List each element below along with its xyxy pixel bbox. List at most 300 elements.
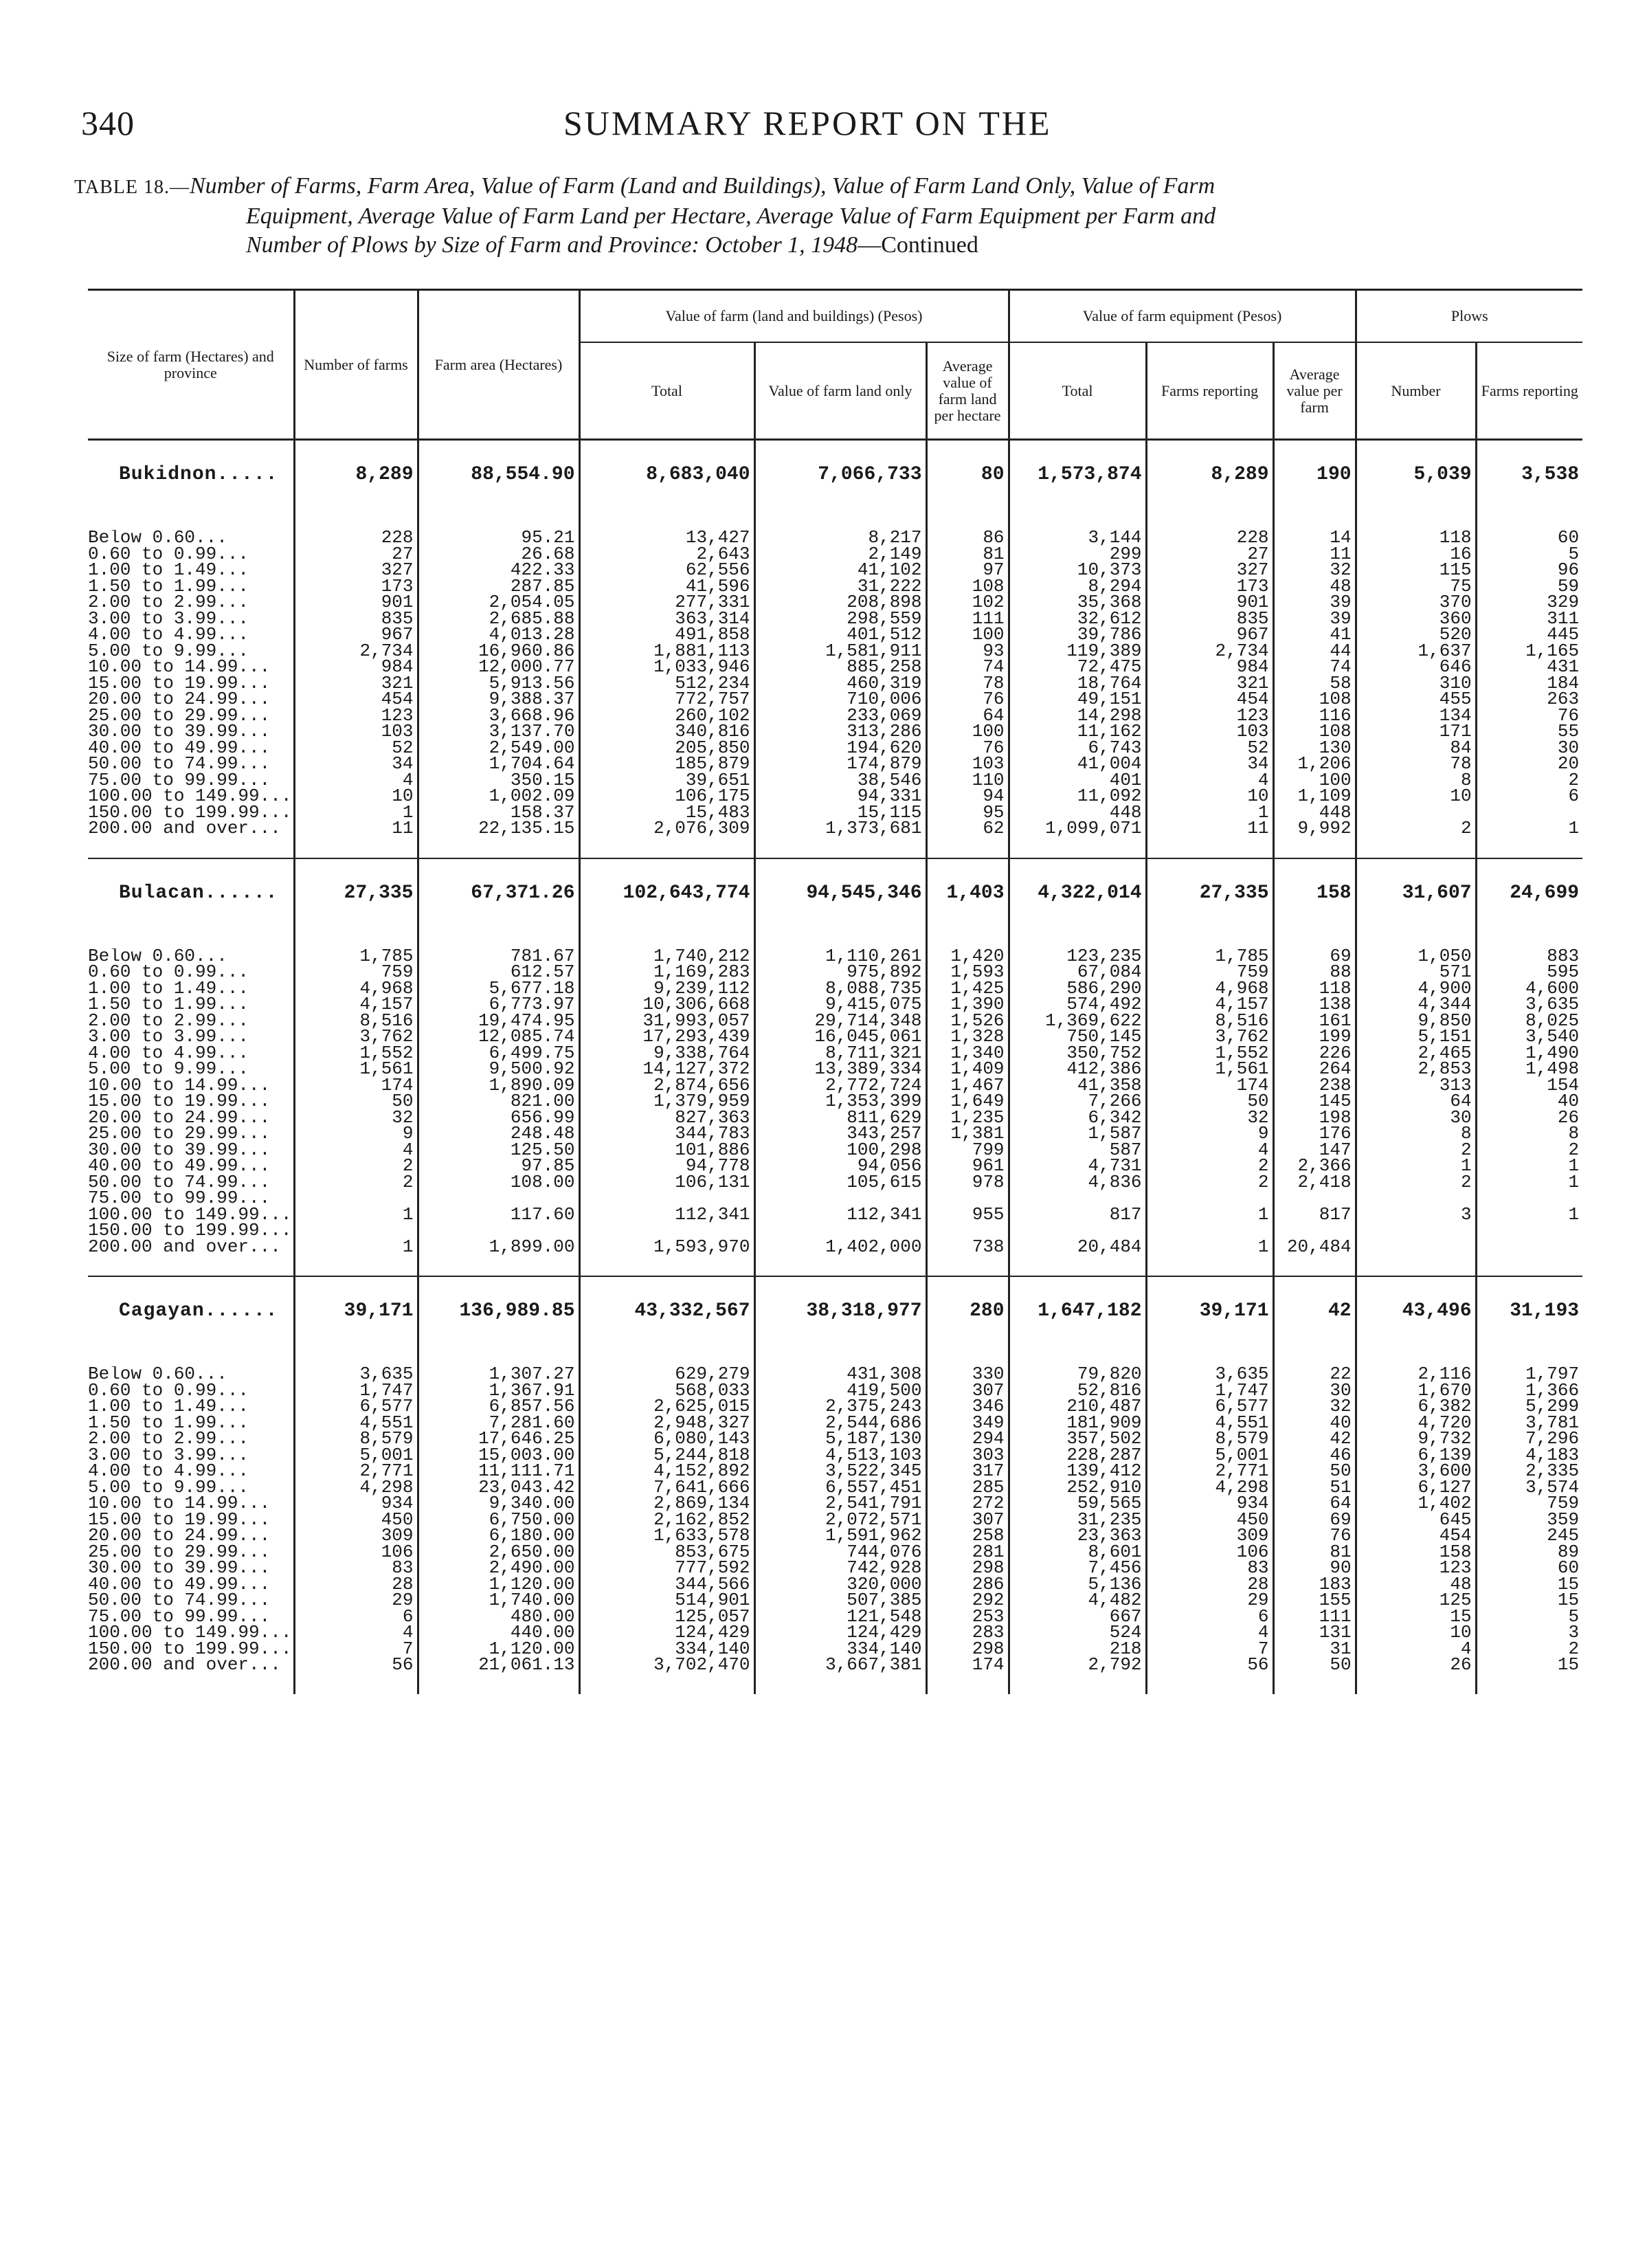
table-cell: 103 <box>926 756 1009 772</box>
table-cell: 1,307.27 <box>418 1366 579 1383</box>
table-row <box>88 1415 1582 1432</box>
table-cell: 11 <box>294 821 418 837</box>
table-cell: 2,734 <box>294 643 418 660</box>
table-cell: 124,429 <box>754 1625 926 1641</box>
table-row <box>88 579 1582 595</box>
table-cell: 1,002.09 <box>418 788 579 805</box>
table-row <box>88 1093 1582 1110</box>
table-cell: 524 <box>1009 1625 1146 1641</box>
table-cell: 4,482 <box>1009 1592 1146 1609</box>
table-cell: 8 <box>1356 1126 1476 1142</box>
table-cell: 94,331 <box>754 788 926 805</box>
table-cell: 5,187,130 <box>754 1431 926 1447</box>
table-row <box>88 1158 1582 1175</box>
row-label: 0.60 to 0.99... <box>88 1382 249 1399</box>
table-cell: 340,816 <box>579 724 754 740</box>
table-cell: 4,183 <box>1476 1447 1582 1464</box>
table-row <box>88 1029 1582 1045</box>
table-cell <box>754 1223 926 1239</box>
table-cell: 571 <box>1356 964 1476 981</box>
row-label: 1.00 to 1.49... <box>88 562 249 579</box>
table-cell: 245 <box>1476 1528 1582 1544</box>
table-cell: 455 <box>1356 691 1476 708</box>
table-cell: 76 <box>926 691 1009 708</box>
table-cell: 62,556 <box>579 562 754 579</box>
row-label: 25.00 to 29.99... <box>88 1544 271 1560</box>
table-cell: 27,335 <box>294 858 418 928</box>
table-cell: 67,084 <box>1009 964 1146 981</box>
table-cell: 1,593,970 <box>579 1239 754 1256</box>
table-row <box>88 740 1582 757</box>
table-cell: 123 <box>1146 708 1273 724</box>
table-cell: 41,004 <box>1009 756 1146 772</box>
caption-line-2: Equipment, Average Value of Farm Land per Hectare, Average Value of Farm Equipment per Farm and <box>246 203 1216 229</box>
table-cell: 93 <box>926 643 1009 660</box>
table-cell: 1 <box>1146 1239 1273 1256</box>
table-cell: 39,786 <box>1009 627 1146 643</box>
table-cell: 450 <box>294 1512 418 1528</box>
table-cell: 1 <box>1476 1158 1582 1175</box>
table-body <box>88 440 1582 1694</box>
table-cell: 123 <box>294 708 418 724</box>
table-cell: 320,000 <box>754 1577 926 1593</box>
table-cell: 645 <box>1356 1512 1476 1528</box>
table-cell: 105,615 <box>754 1175 926 1191</box>
table-cell: 8,516 <box>294 1013 418 1030</box>
table-cell: 49,151 <box>1009 691 1146 708</box>
row-label: 200.00 and over... <box>88 1657 281 1674</box>
table-cell: 3,137.70 <box>418 724 579 740</box>
table-cell: 309 <box>294 1528 418 1544</box>
table-cell: 41,596 <box>579 579 754 595</box>
table-cell: 349 <box>926 1415 1009 1432</box>
table-cell: 11 <box>1273 546 1356 563</box>
row-spacer <box>88 509 1582 530</box>
table-cell: 363,314 <box>579 611 754 627</box>
table-cell: 1,403 <box>926 858 1009 928</box>
table-cell: 81 <box>1273 1544 1356 1561</box>
col-header-equip-total: Total <box>1009 342 1146 440</box>
table-cell: 2,771 <box>294 1463 418 1480</box>
table-cell: 285 <box>926 1480 1009 1496</box>
table-cell <box>1476 1223 1582 1239</box>
table-cell: 52 <box>294 740 418 757</box>
table-cell: 22,135.15 <box>418 821 579 837</box>
table-cell: 6,139 <box>1356 1447 1476 1464</box>
table-cell: 32,612 <box>1009 611 1146 627</box>
table-cell: 2,541,791 <box>754 1496 926 1512</box>
table-cell: 173 <box>294 579 418 595</box>
table-cell: 115 <box>1356 562 1476 579</box>
table-cell: 6,577 <box>294 1399 418 1415</box>
table-row <box>88 627 1582 643</box>
table-cell: 233,069 <box>754 708 926 724</box>
row-label: 10.00 to 14.99... <box>88 1077 271 1093</box>
table-cell: 1,390 <box>926 997 1009 1013</box>
table-cell: 145 <box>1273 1093 1356 1110</box>
table-cell: 83 <box>1146 1560 1273 1577</box>
table-cell: 287.85 <box>418 579 579 595</box>
table-cell: 31,235 <box>1009 1512 1146 1528</box>
table-cell: 1,552 <box>294 1045 418 1062</box>
table-cell: 401,512 <box>754 627 926 643</box>
table-cell: 5,299 <box>1476 1399 1582 1415</box>
table-cell: 2 <box>1356 1142 1476 1159</box>
table-cell: 2,869,134 <box>579 1496 754 1512</box>
table-cell: 4 <box>294 772 418 789</box>
table-cell: 401 <box>1009 772 1146 789</box>
table-cell: 272 <box>926 1496 1009 1512</box>
row-label: 20.00 to 24.99... <box>88 691 271 708</box>
table-cell: 961 <box>926 1158 1009 1175</box>
table-cell: 6,382 <box>1356 1399 1476 1415</box>
table-row <box>88 1142 1582 1159</box>
table-cell: 138 <box>1273 997 1356 1013</box>
table-cell: 6,080,143 <box>579 1431 754 1447</box>
table-cell: 42 <box>1273 1431 1356 1447</box>
table-cell: 934 <box>294 1496 418 1512</box>
table-cell: 5,151 <box>1356 1029 1476 1045</box>
table-row <box>88 1592 1582 1609</box>
row-spacer <box>88 1674 1582 1694</box>
table-cell: 88,554.90 <box>418 440 579 510</box>
table-row <box>88 772 1582 789</box>
table-row <box>88 1480 1582 1496</box>
table-cell: 174,879 <box>754 756 926 772</box>
table-cell: 3,668.96 <box>418 708 579 724</box>
table-cell <box>1476 805 1582 821</box>
table-cell: 1,366 <box>1476 1383 1582 1399</box>
table-cell: 2,335 <box>1476 1463 1582 1480</box>
table-cell: 248.48 <box>418 1126 579 1142</box>
table-cell: 64 <box>1356 1093 1476 1110</box>
table-cell: 298,559 <box>754 611 926 627</box>
province-total-row <box>88 858 1582 928</box>
table-cell: 43,496 <box>1356 1276 1476 1346</box>
running-head: SUMMARY REPORT ON THE <box>563 104 1052 142</box>
table-cell: 40 <box>1273 1415 1356 1432</box>
table-cell: 12,085.74 <box>418 1029 579 1045</box>
table-cell: 40 <box>1476 1093 1582 1110</box>
row-label: 2.00 to 2.99... <box>88 1012 249 1029</box>
table-cell: 108.00 <box>418 1175 579 1191</box>
table-cell: 344,566 <box>579 1577 754 1593</box>
table-cell: 31,993,057 <box>579 1013 754 1030</box>
table-cell: 4,152,892 <box>579 1463 754 1480</box>
table-cell: 6,750.00 <box>418 1512 579 1528</box>
table-row <box>88 659 1582 676</box>
table-row <box>88 1657 1582 1674</box>
caption-line-1: Number of Farms, Farm Area, Value of Farm (Land and Buildings), Value of Farm Land Only, Value of Farm <box>189 173 1215 199</box>
table-cell <box>579 1223 754 1239</box>
table-cell: 69 <box>1273 948 1356 965</box>
table-cell: 480.00 <box>418 1609 579 1625</box>
row-label: 20.00 to 24.99... <box>88 1109 271 1126</box>
table-row <box>88 1528 1582 1544</box>
table-cell: 78 <box>926 676 1009 692</box>
row-label: 75.00 to 99.99... <box>88 1608 271 1625</box>
table-cell <box>579 1190 754 1207</box>
table-cell: 1,467 <box>926 1078 1009 1094</box>
table-row <box>88 530 1582 546</box>
table-cell: 1,591,962 <box>754 1528 926 1544</box>
table-cell: 967 <box>294 627 418 643</box>
table-cell: 205,850 <box>579 740 754 757</box>
table-cell: 307 <box>926 1512 1009 1528</box>
row-label: 50.00 to 74.99... <box>88 1174 271 1190</box>
table-cell: 4,968 <box>1146 981 1273 997</box>
table-cell: 80 <box>926 440 1009 510</box>
table-cell: 6,127 <box>1356 1480 1476 1496</box>
table-cell: 2,076,309 <box>579 821 754 837</box>
table-cell: 1,369,622 <box>1009 1013 1146 1030</box>
table-cell: 52,816 <box>1009 1383 1146 1399</box>
table-cell: 4,157 <box>294 997 418 1013</box>
col-header-avg-land: Average value of farm land per hectare <box>926 342 1009 440</box>
table-cell: 5,039 <box>1356 440 1476 510</box>
table-cell: 350.15 <box>418 772 579 789</box>
table-cell: 9,338,764 <box>579 1045 754 1062</box>
table-cell: 119,389 <box>1009 643 1146 660</box>
table-cell: 412,386 <box>1009 1061 1146 1078</box>
table-cell: 228 <box>1146 530 1273 546</box>
col-header-avg-equip: Average value per farm <box>1273 342 1356 440</box>
row-label: 40.00 to 49.99... <box>88 740 271 756</box>
table-cell: 23,043.42 <box>418 1480 579 1496</box>
table-cell: 454 <box>294 691 418 708</box>
table-row <box>88 1609 1582 1625</box>
table-cell: 2,490.00 <box>418 1560 579 1577</box>
table-cell: 184 <box>1476 676 1582 692</box>
table-cell: 102 <box>926 594 1009 611</box>
table-cell: 7 <box>294 1641 418 1658</box>
table-cell: 9 <box>294 1126 418 1142</box>
table-row <box>88 1496 1582 1512</box>
table-cell: 350,752 <box>1009 1045 1146 1062</box>
table-cell: 100,298 <box>754 1142 926 1159</box>
table-cell: 8,711,321 <box>754 1045 926 1062</box>
table-cell: 827,363 <box>579 1110 754 1126</box>
table-cell: 343,257 <box>754 1126 926 1142</box>
table-cell: 101,886 <box>579 1142 754 1159</box>
table-cell: 811,629 <box>754 1110 926 1126</box>
table-cell: 13,389,334 <box>754 1061 926 1078</box>
table-cell: 445 <box>1476 627 1582 643</box>
table-cell: 18,764 <box>1009 676 1146 692</box>
table-cell: 280 <box>926 1276 1009 1346</box>
table-cell: 1,633,578 <box>579 1528 754 1544</box>
table-row <box>88 1544 1582 1561</box>
table-cell: 130 <box>1273 740 1356 757</box>
table-cell: 759 <box>1476 1496 1582 1512</box>
table-cell: 16,045,061 <box>754 1029 926 1045</box>
row-label: 100.00 to 149.99... <box>88 788 292 805</box>
table-row <box>88 1641 1582 1658</box>
table-cell: 2,418 <box>1273 1175 1356 1191</box>
table-cell <box>1356 1239 1476 1256</box>
row-label: 1.00 to 1.49... <box>88 980 249 997</box>
table-cell: 2 <box>1476 1641 1582 1658</box>
table-cell: 2,948,327 <box>579 1415 754 1432</box>
table-cell: 1,561 <box>1146 1061 1273 1078</box>
row-label: 25.00 to 29.99... <box>88 707 271 724</box>
table-cell: 60 <box>1476 1560 1582 1577</box>
table-cell: 2,162,852 <box>579 1512 754 1528</box>
row-label: Bulacan...... <box>88 858 294 928</box>
table-cell: 30 <box>1273 1383 1356 1399</box>
table-cell: 125 <box>1356 1592 1476 1609</box>
province-total-row <box>88 440 1582 510</box>
table-cell: 9 <box>1146 1126 1273 1142</box>
table-row <box>88 562 1582 579</box>
table-cell: 44 <box>1273 643 1356 660</box>
table-cell: 4,836 <box>1009 1175 1146 1191</box>
table-cell: 1,637 <box>1356 643 1476 660</box>
table-cell: 1,498 <box>1476 1061 1582 1078</box>
col-group-equipment-value: Value of farm equipment (Pesos) <box>1009 290 1356 343</box>
table-cell: 39,171 <box>294 1276 418 1346</box>
table-cell <box>1009 1223 1146 1239</box>
table-cell: 1,526 <box>926 1013 1009 1030</box>
table-cell: 3,522,345 <box>754 1463 926 1480</box>
table-cell: 131 <box>1273 1625 1356 1641</box>
table-cell: 1,206 <box>1273 756 1356 772</box>
table-cell: 738 <box>926 1239 1009 1256</box>
table-cell: 12,000.77 <box>418 659 579 676</box>
table-cell: 1,033,946 <box>579 659 754 676</box>
table-cell: 174 <box>1146 1078 1273 1094</box>
table-cell: 4,551 <box>294 1415 418 1432</box>
table-cell: 1,353,399 <box>754 1093 926 1110</box>
table-cell: 194,620 <box>754 740 926 757</box>
table-cell: 7,266 <box>1009 1093 1146 1110</box>
row-label: 150.00 to 199.99... <box>88 804 292 821</box>
row-label: Bukidnon..... <box>119 464 278 486</box>
row-label: 50.00 to 74.99... <box>88 756 271 772</box>
table-cell <box>1356 1190 1476 1207</box>
table-cell: 20,484 <box>1009 1239 1146 1256</box>
table-cell: 656.99 <box>418 1110 579 1126</box>
table-cell: 264 <box>1273 1061 1356 1078</box>
table-cell: 4,600 <box>1476 981 1582 997</box>
table-cell: 38,318,977 <box>754 1276 926 1346</box>
table-cell: 1 <box>1476 1207 1582 1223</box>
col-header-plows-number: Number <box>1356 342 1476 440</box>
table-cell: 299 <box>1009 546 1146 563</box>
table-cell: 298 <box>926 1560 1009 1577</box>
table-cell: 78 <box>1356 756 1476 772</box>
table-cell: 97.85 <box>418 1158 579 1175</box>
table-cell: 955 <box>926 1207 1009 1223</box>
table-cell: 710,006 <box>754 691 926 708</box>
table-cell: 327 <box>294 562 418 579</box>
row-label: 75.00 to 99.99... <box>88 1190 271 1207</box>
table-row <box>88 1577 1582 1593</box>
table-row <box>88 1190 1582 1207</box>
table-cell: 2,072,571 <box>754 1512 926 1528</box>
table-cell: 901 <box>294 594 418 611</box>
table-cell: 41 <box>1273 627 1356 643</box>
table-cell: 2,853 <box>1356 1061 1476 1078</box>
table-row <box>88 1045 1582 1062</box>
table-cell: 835 <box>294 611 418 627</box>
row-label: 5.00 to 9.99... <box>88 643 249 659</box>
table-cell: 1,409 <box>926 1061 1009 1078</box>
table-row <box>88 1223 1582 1239</box>
table-cell: 34 <box>294 756 418 772</box>
table-cell: 1 <box>294 1239 418 1256</box>
table-cell: 595 <box>1476 964 1582 981</box>
table-cell: 15,003.00 <box>418 1447 579 1464</box>
table-cell: 20,484 <box>1273 1239 1356 1256</box>
col-group-plows: Plows <box>1356 290 1582 343</box>
table-cell: 51 <box>1273 1480 1356 1496</box>
row-label: 5.00 to 9.99... <box>88 1479 249 1496</box>
table-cell: 8,516 <box>1146 1013 1273 1030</box>
table-cell: 1,740.00 <box>418 1592 579 1609</box>
table-cell: 1,381 <box>926 1126 1009 1142</box>
table-cell: 1,402,000 <box>754 1239 926 1256</box>
table-cell: 76 <box>1476 708 1582 724</box>
table-cell: 313,286 <box>754 724 926 740</box>
table-cell: 74 <box>1273 659 1356 676</box>
table-cell: 10 <box>1356 788 1476 805</box>
table-cell: 226 <box>1273 1045 1356 1062</box>
table-cell: 76 <box>926 740 1009 757</box>
row-spacer <box>88 837 1582 858</box>
table-cell: 330 <box>926 1366 1009 1383</box>
table-cell: 183 <box>1273 1577 1356 1593</box>
table-cell: 6 <box>294 1609 418 1625</box>
table-cell: 6 <box>1146 1609 1273 1625</box>
table-cell: 158.37 <box>418 805 579 821</box>
table-cell: 1,165 <box>1476 643 1582 660</box>
table-row <box>88 724 1582 740</box>
table-cell: 1,109 <box>1273 788 1356 805</box>
table-cell: 629,279 <box>579 1366 754 1383</box>
table-cell: 253 <box>926 1609 1009 1625</box>
table-row <box>88 1061 1582 1078</box>
row-label: 2.00 to 2.99... <box>88 1431 249 1447</box>
table-row <box>88 1013 1582 1030</box>
table-cell: 4 <box>294 1625 418 1641</box>
table-cell: 4,720 <box>1356 1415 1476 1432</box>
table-row <box>88 1126 1582 1142</box>
row-label: 30.00 to 39.99... <box>88 1142 271 1158</box>
table-cell: 5,001 <box>1146 1447 1273 1464</box>
table-cell: 154 <box>1476 1078 1582 1094</box>
table-row <box>88 1625 1582 1641</box>
table-cell: 238 <box>1273 1078 1356 1094</box>
row-label: 2.00 to 2.99... <box>88 594 249 611</box>
table-cell: 1,367.91 <box>418 1383 579 1399</box>
table-cell: 901 <box>1146 594 1273 611</box>
table-cell: 72,475 <box>1009 659 1146 676</box>
table-cell: 55 <box>1476 724 1582 740</box>
table-cell: 2,054.05 <box>418 594 579 611</box>
row-label: 150.00 to 199.99... <box>88 1223 292 1239</box>
table-cell: 460,319 <box>754 676 926 692</box>
table-cell: 5,677.18 <box>418 981 579 997</box>
table-row <box>88 805 1582 821</box>
table-cell: 20 <box>1476 756 1582 772</box>
table-cell: 9,500.92 <box>418 1061 579 1078</box>
table-row <box>88 1463 1582 1480</box>
table-cell: 116 <box>1273 708 1356 724</box>
table-cell: 39 <box>1273 611 1356 627</box>
table-cell: 4,157 <box>1146 997 1273 1013</box>
table-cell: 176 <box>1273 1126 1356 1142</box>
